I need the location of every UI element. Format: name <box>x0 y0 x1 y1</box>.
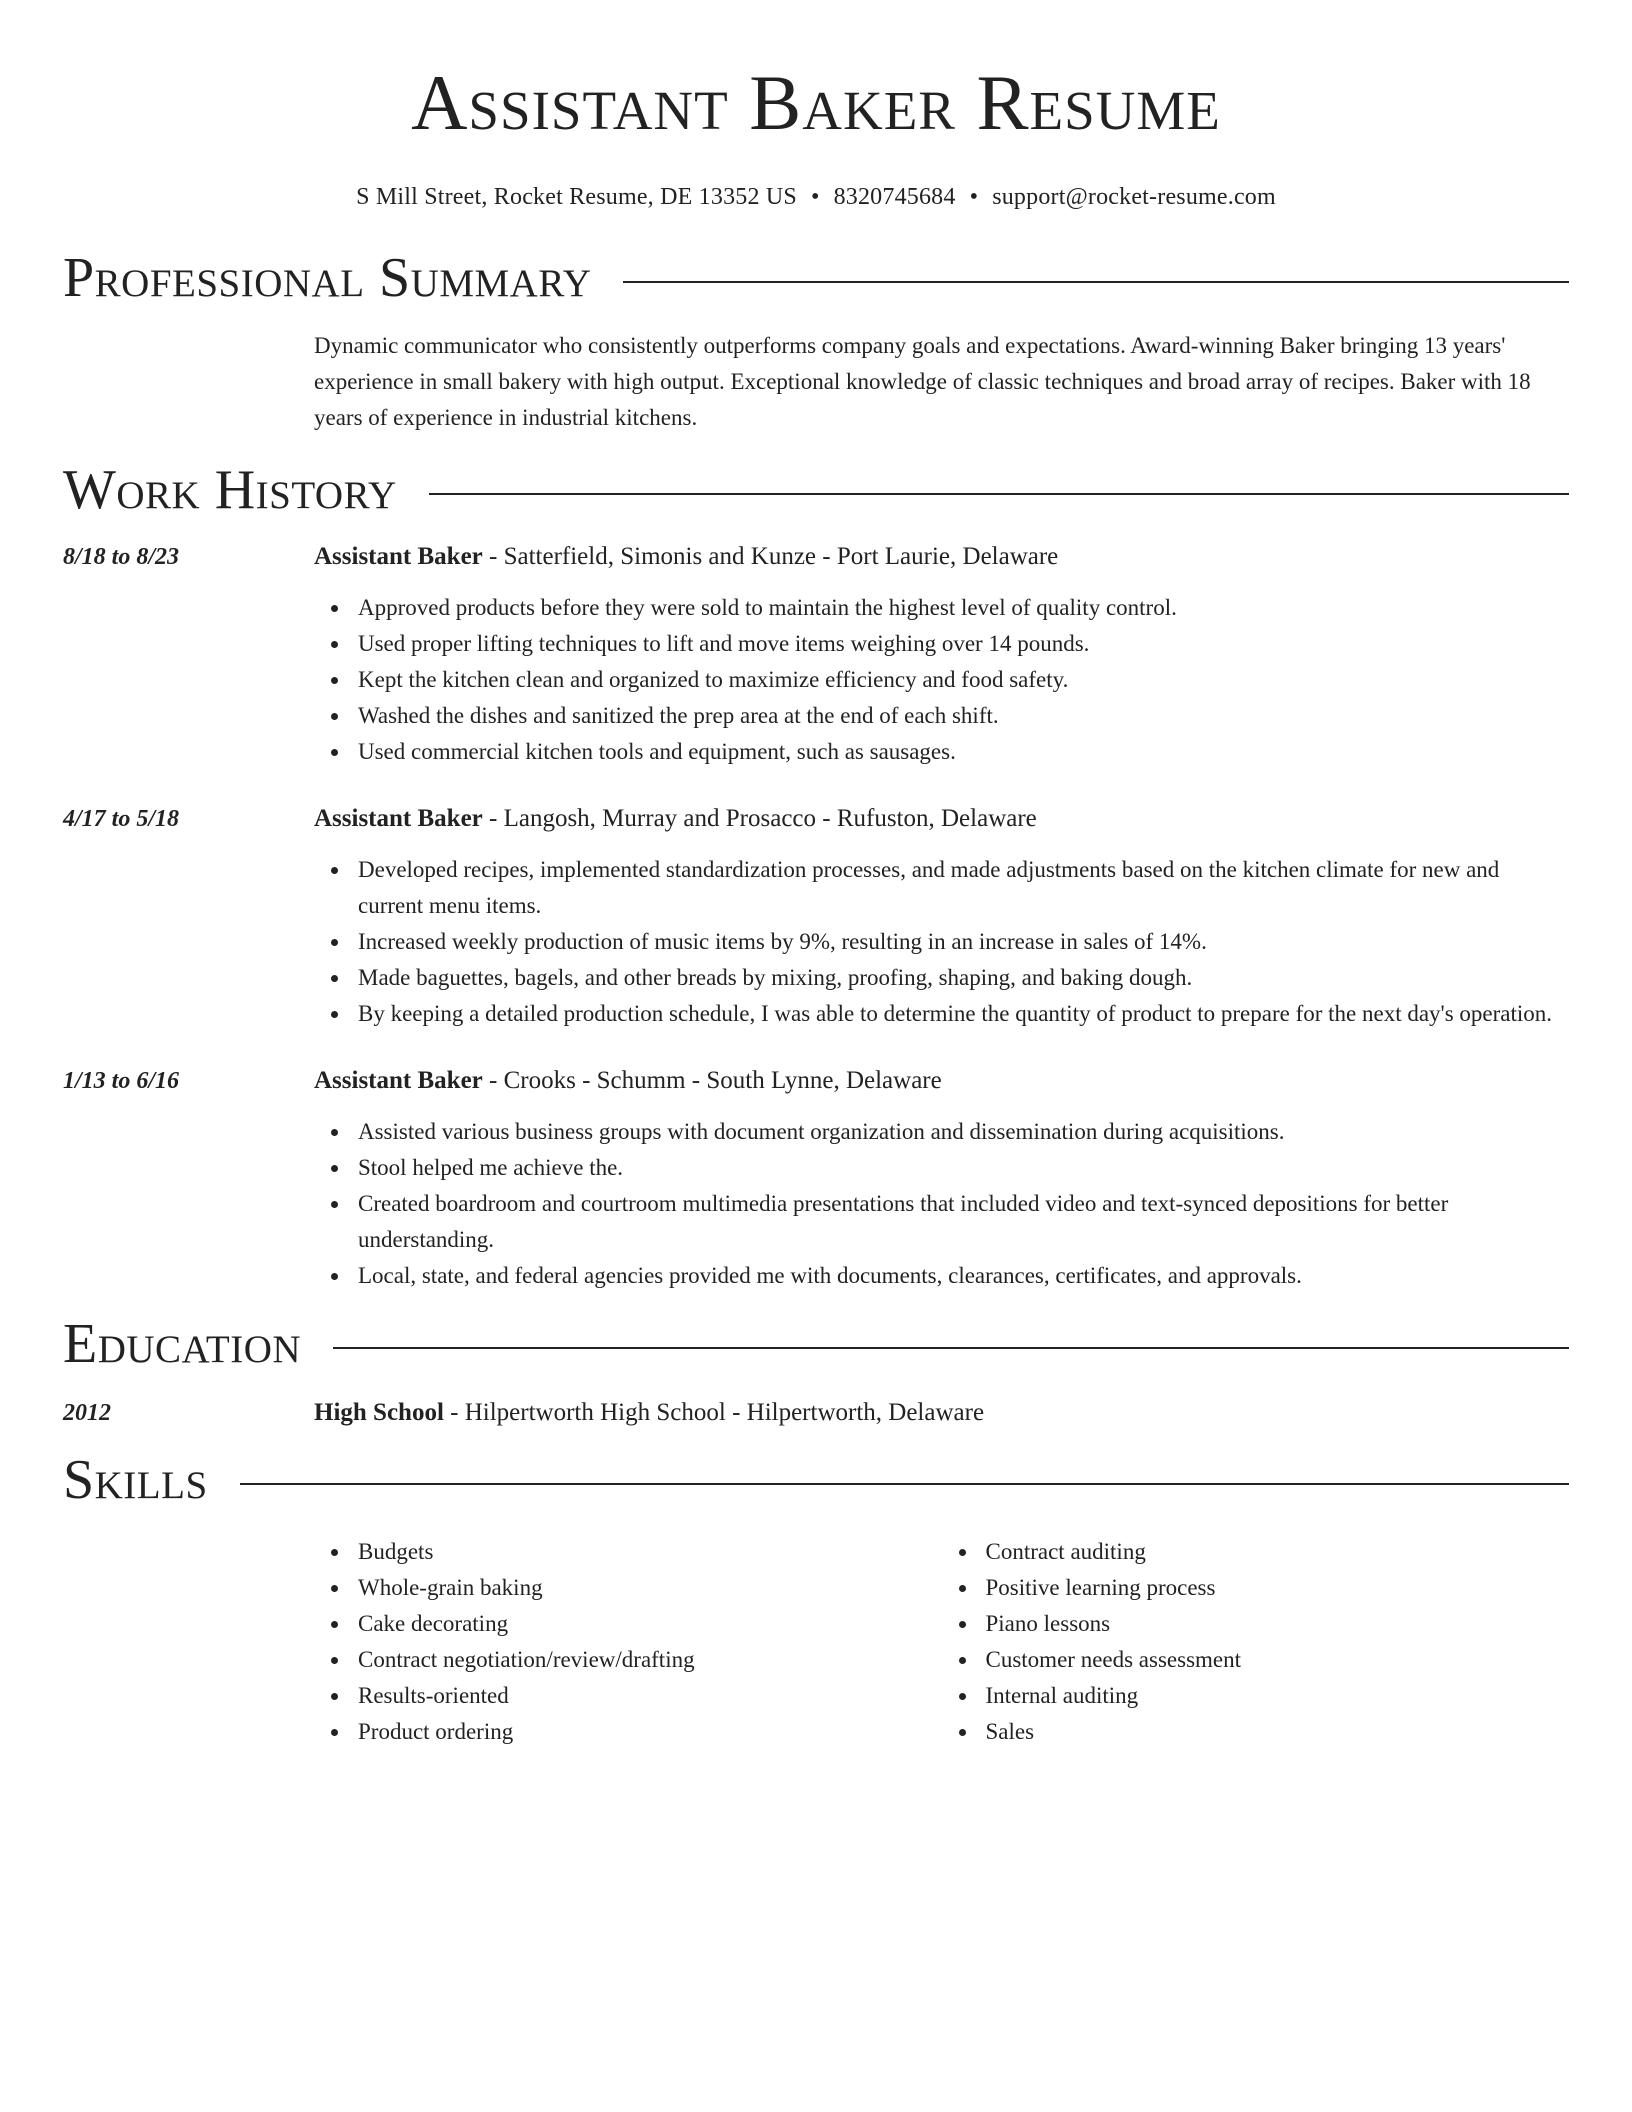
skill-item: Piano lessons <box>986 1606 1570 1642</box>
skill-item: Cake decorating <box>358 1606 942 1642</box>
skill-item: Product ordering <box>358 1714 942 1750</box>
job-employer: - Satterfield, Simonis and Kunze - Port Laurie, Delaware <box>482 543 1059 570</box>
job-bullet: Developed recipes, implemented standardization processes, and made adjustments based on the kitchen climate for new and current menu items. <box>358 852 1569 924</box>
education-section-header <box>63 1314 1569 1374</box>
section-divider <box>333 1347 1569 1349</box>
job-bullet: Washed the dishes and sanitized the prep area at the end of each shift. <box>358 698 1569 734</box>
skills-left-column <box>314 1534 942 1750</box>
skill-item: Budgets <box>358 1534 942 1570</box>
job-content <box>314 540 1569 770</box>
skill-item: Contract negotiation/review/drafting <box>358 1642 942 1678</box>
summary-text: Dynamic communicator who consistently outperforms company goals and expectations. Award-winning Baker bringing 13 years' experience in small bakery with high output. Exceptional knowledge of classic techniques and broad array of recipes. Baker with 18 years of experience in industrial kitchens. <box>314 333 1531 430</box>
job-bullet: Made baguettes, bagels, and other breads by mixing, proofing, shaping, and baking dough. <box>358 960 1569 996</box>
job-entry <box>63 1064 1569 1294</box>
job-bullet: Approved products before they were sold to maintain the highest level of quality control. <box>358 590 1569 626</box>
skills-section-header <box>63 1450 1569 1510</box>
job-bullet: Kept the kitchen clean and organized to maximize efficiency and food safety. <box>358 662 1569 698</box>
section-divider <box>240 1483 1569 1485</box>
job-bullet: Assisted various business groups with document organization and dissemination during acquisitions. <box>358 1114 1569 1150</box>
skill-item: Contract auditing <box>986 1534 1570 1570</box>
job-dates: 8/18 to 8/23 <box>63 544 180 570</box>
education-school: - Hilpertworth High School - Hilpertworth, Delaware <box>443 1399 985 1426</box>
job-bullet: By keeping a detailed production schedule, I was able to determine the quantity of product to prepare for the next day's operation. <box>358 996 1569 1032</box>
skill-item: Customer needs assessment <box>986 1642 1570 1678</box>
skills-right-column <box>942 1534 1570 1750</box>
job-title: Assistant Baker <box>314 543 483 570</box>
section-divider <box>429 493 1569 495</box>
job-dates: 1/13 to 6/16 <box>63 1068 180 1094</box>
job-title-line <box>314 540 1569 574</box>
skill-item: Results-oriented <box>358 1678 942 1714</box>
section-divider <box>623 281 1569 283</box>
work-heading: Work History <box>63 459 397 521</box>
job-dates: 4/17 to 5/18 <box>63 806 180 832</box>
job-title-line <box>314 802 1569 836</box>
job-bullets <box>314 1114 1569 1294</box>
job-bullet: Created boardroom and courtroom multimedia presentations that included video and text-synced depositions for better understanding. <box>358 1186 1569 1258</box>
job-bullet: Used commercial kitchen tools and equipment, such as sausages. <box>358 734 1569 770</box>
resume-title: Assistant Baker Resume <box>411 59 1221 146</box>
job-bullet: Increased weekly production of music items by 9%, resulting in an increase in sales of 14%. <box>358 924 1569 960</box>
job-content <box>314 802 1569 1032</box>
job-entry <box>63 802 1569 1032</box>
skill-item: Sales <box>986 1714 1570 1750</box>
job-bullet: Stool helped me achieve the. <box>358 1150 1569 1186</box>
job-title: Assistant Baker <box>314 805 483 832</box>
education-degree: High School <box>314 1399 444 1426</box>
contact-separator: • <box>810 184 820 210</box>
education-content <box>314 1396 1569 1430</box>
job-bullet: Used proper lifting techniques to lift and move items weighing over 14 pounds. <box>358 626 1569 662</box>
skills-grid <box>314 1534 1569 1750</box>
job-employer: - Crooks - Schumm - South Lynne, Delaware <box>482 1067 942 1094</box>
job-bullets <box>314 590 1569 770</box>
work-section-header <box>63 460 1569 520</box>
job-title-line <box>314 1064 1569 1098</box>
summary-heading: Professional Summary <box>63 247 592 309</box>
job-bullets <box>314 852 1569 1032</box>
summary-section-header <box>63 248 1569 308</box>
skill-item: Internal auditing <box>986 1678 1570 1714</box>
skill-item: Whole-grain baking <box>358 1570 942 1606</box>
education-title-line <box>314 1396 1569 1430</box>
education-year: 2012 <box>63 1400 111 1426</box>
job-entry <box>63 540 1569 770</box>
skills-heading: Skills <box>63 1449 208 1511</box>
education-entry <box>63 1396 1569 1430</box>
contact-address: S Mill Street, Rocket Resume, DE 13352 US <box>356 184 797 210</box>
skill-item: Positive learning process <box>986 1570 1570 1606</box>
job-title: Assistant Baker <box>314 1067 483 1094</box>
contact-line <box>63 182 1569 212</box>
contact-phone: 8320745684 <box>833 184 956 210</box>
job-bullet: Local, state, and federal agencies provided me with documents, clearances, certificates, and approvals. <box>358 1258 1569 1294</box>
job-content <box>314 1064 1569 1294</box>
education-heading: Education <box>63 1313 302 1375</box>
contact-email: support@rocket-resume.com <box>992 184 1276 210</box>
job-employer: - Langosh, Murray and Prosacco - Rufuston, Delaware <box>482 805 1037 832</box>
contact-separator: • <box>969 184 979 210</box>
